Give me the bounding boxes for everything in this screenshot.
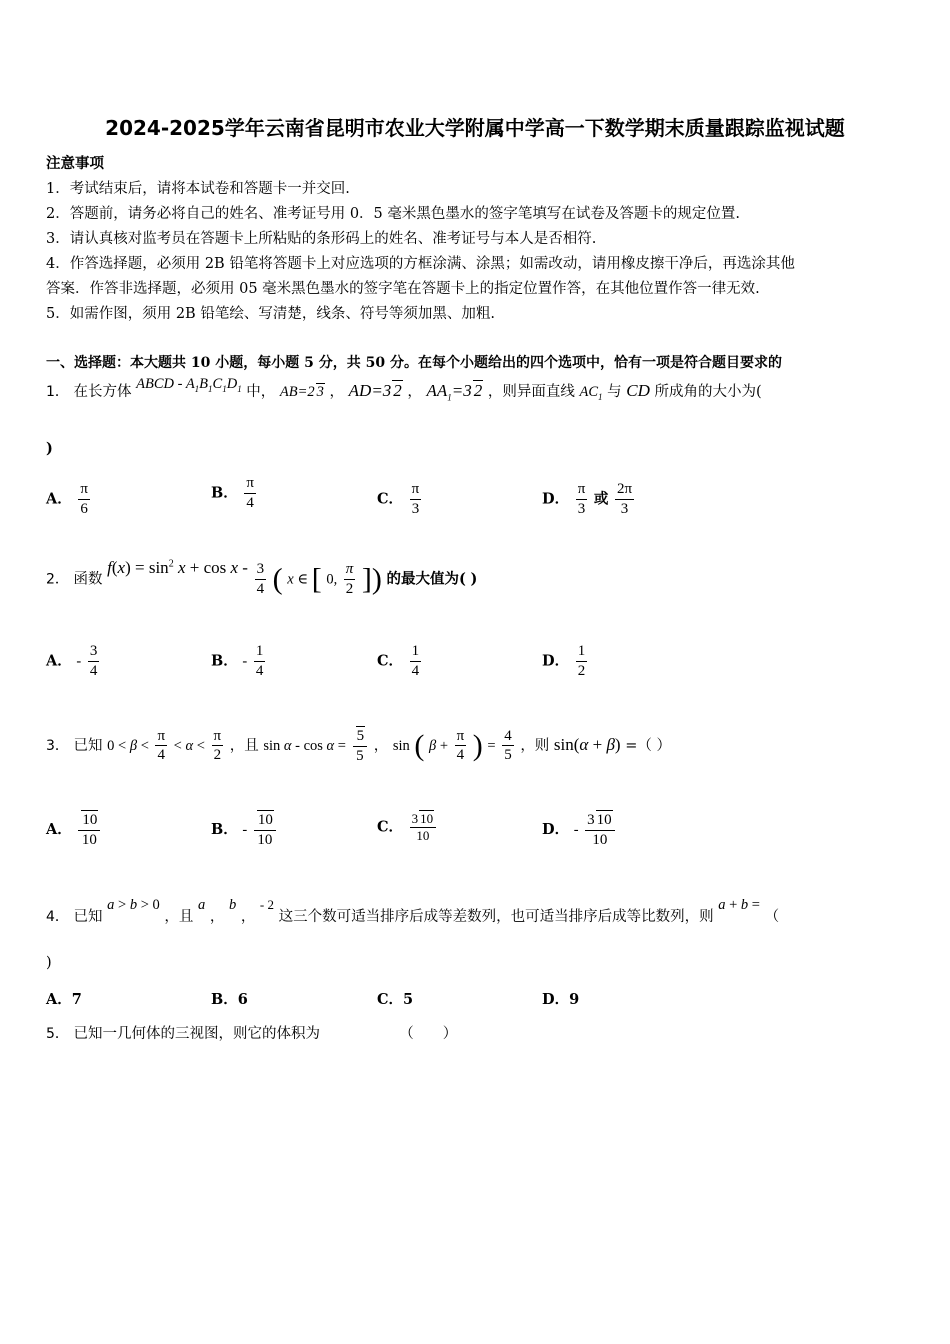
question-text: ，: [407, 384, 422, 400]
question-2: [46, 560, 906, 599]
math-expression: < α <: [173, 737, 205, 754]
option-label: D．: [542, 820, 570, 838]
question-number: 4．: [46, 909, 69, 925]
option-label: D．: [542, 652, 570, 670]
math-expression: a > b > 0: [107, 897, 160, 913]
math-expression: $\frac{10}{10}$: [78, 810, 100, 850]
section-heading: 一、选择题：本大题共 10 小题，每小题 5 分，共 50 分。在每个小题给出的四个选项中，恰有一项是符合题目要求的: [46, 355, 782, 371]
question-number: 1．: [46, 384, 69, 400]
question-text: 已知: [73, 909, 103, 925]
question-text: 在长方体: [73, 384, 132, 400]
q2-option-b: [211, 642, 267, 681]
math-paren: ]): [361, 562, 382, 596]
math-expression: $\frac{\pi}{6}$: [80, 481, 88, 517]
math-expression: $\frac{1}{2}$: [577, 643, 586, 679]
q1-option-a: [46, 480, 92, 519]
question-text: 的最大值为(: [386, 570, 466, 588]
math-expression: -: [242, 821, 248, 838]
question-text: 与: [607, 384, 622, 400]
math-expression: AB=2 3: [279, 384, 324, 400]
math-expression: $\frac{\pi}{4}$: [456, 727, 465, 764]
question-text: ）: [656, 737, 671, 754]
notice-item-4: 4．作答选择题，必须用 2B 铅笔将答题卡上对应选项的方框涂满、涂黑；如需改动，请用橡皮擦干净后，再选涂其他: [46, 256, 795, 272]
option-label: B．: [211, 820, 238, 838]
math-expression: sin(α + β): [553, 734, 621, 754]
question-text: 这三个数可适当排序后成等差数列，也可适当排序后成等比数列，则: [278, 909, 714, 925]
math-expression: $\frac{\pi}{4}$: [246, 475, 254, 511]
question-1-close: ): [46, 440, 53, 457]
q2-option-c: [377, 642, 423, 681]
math-expression: $\frac{10}{10}$: [254, 810, 276, 850]
math-expression: $\frac{\pi}{4}$: [157, 727, 166, 764]
math-expression: $\frac{1}{4}$: [411, 643, 420, 679]
math-expression: sin α - cos α =: [263, 737, 346, 754]
math-expression: sin: [392, 737, 410, 754]
math-expression: CD: [626, 381, 650, 400]
math-paren: (: [414, 728, 425, 762]
question-text: ，则: [520, 737, 550, 754]
q2-option-d: [542, 642, 589, 681]
question-text: ，: [240, 909, 256, 925]
q3-option-c: [377, 810, 438, 845]
math-expression: $AC_1$: [579, 384, 603, 402]
question-text: ，且: [229, 737, 259, 754]
math-expression: x ∈: [287, 571, 312, 588]
math-expression: $\frac{\pi}{3}$: [411, 481, 420, 517]
math-expression: $\frac{2\pi}{3}$: [616, 481, 633, 517]
q1-option-c: [377, 480, 423, 519]
math-expression: $\frac{3 10}{10}$: [585, 810, 615, 850]
question-text: ，: [329, 384, 345, 400]
question-number: 2．: [46, 571, 69, 588]
math-expression: $\frac{3 10}{10}$: [410, 810, 437, 845]
q4-option-b: B．6: [211, 991, 248, 1008]
math-paren: [: [311, 562, 322, 596]
math-expression: $\frac{3}{4}$: [89, 643, 98, 679]
notice-heading: 注意事项: [46, 155, 104, 172]
question-4: [46, 897, 906, 926]
math-expression: ABCD - $A_1B_1C_1D_1$: [136, 376, 242, 394]
math-expression: $\frac{\pi}{2}$: [213, 727, 222, 764]
math-expression: -: [573, 821, 579, 838]
math-expression: - 2: [259, 897, 275, 912]
math-expression: =: [487, 737, 496, 754]
question-text: 函数: [73, 571, 103, 588]
option-label: B．: [211, 652, 238, 670]
question-4-close: ): [46, 955, 52, 971]
option-label: B．: [211, 484, 238, 502]
q3-option-b: [211, 810, 278, 850]
option-label: C．: [377, 490, 404, 508]
math-expression: a: [197, 897, 206, 913]
option-label: A．: [46, 652, 72, 670]
math-expression: $AA_1=3$ 2: [426, 381, 483, 403]
q4-option-a: A．7: [46, 991, 82, 1008]
math-expression: -: [242, 653, 248, 670]
question-5: [46, 1022, 906, 1043]
question-3: [46, 726, 906, 766]
option-label: C．: [377, 818, 404, 836]
math-expression: $\frac{5}{5}$: [353, 726, 368, 766]
question-text: ，且: [164, 909, 194, 925]
question-number: 5．: [46, 1026, 69, 1042]
notice-item-3: 3．请认真核对监考员在答题卡上所粘贴的条形码上的姓名、准考证号与本人是否相符.: [46, 231, 597, 247]
question-text: 已知: [73, 737, 103, 754]
question-text: （: [764, 909, 780, 925]
math-expression: a + b =: [718, 897, 760, 913]
notice-item-1: 1．考试结束后，请将本试卷和答题卡一并交回.: [46, 181, 350, 197]
math-expression: $\frac{\pi}{2}$: [345, 561, 354, 597]
question-text: =（: [625, 737, 652, 754]
math-expression: $\frac{\pi}{3}$: [577, 481, 586, 517]
math-expression: β +: [428, 737, 448, 754]
q1-option-b: [211, 474, 258, 513]
q3-option-a: [46, 810, 102, 850]
math-expression: 0 < β <: [107, 737, 149, 754]
notice-item-2: 2．答题前，请务必将自己的姓名、准考证号用 0．5 毫米黑色墨水的签字笔填写在试卷及答题卡的规定位置.: [46, 206, 740, 222]
question-text: （ ）: [399, 1026, 458, 1042]
notice-item-4-cont: 答案．作答非选择题，必须用 05 毫米黑色墨水的签字笔在答题卡上的指定位置作答，在其他位置作答一律无效.: [46, 281, 760, 297]
math-expression: $f(x) = \sin^2 x + \cos x$ -: [107, 558, 248, 578]
math-expression: $\frac{3}{4}$: [256, 561, 265, 597]
option-connector: 或: [593, 490, 609, 508]
math-paren: (: [272, 562, 283, 596]
exam-title: 2024-2025学年云南省昆明市农业大学附属中学高一下数学期末质量跟踪监视试题: [105, 116, 845, 140]
question-text: ，: [209, 909, 225, 925]
q4-option-c: C．5: [377, 991, 414, 1008]
math-expression: -: [76, 653, 82, 670]
question-text: ，: [373, 737, 389, 754]
q2-option-a: [46, 642, 101, 681]
question-text: 已知一几何体的三视图，则它的体积为: [73, 1026, 321, 1042]
option-label: A．: [46, 490, 72, 508]
question-number: 3．: [46, 737, 69, 754]
question-text: 中，: [246, 384, 276, 400]
q3-option-d: [542, 810, 617, 850]
option-label: C．: [377, 652, 404, 670]
option-label: A．: [46, 820, 72, 838]
question-text: ，则异面直线: [487, 384, 575, 400]
math-expression: $\frac{1}{4}$: [255, 643, 264, 679]
math-expression: AD=3 2: [348, 381, 402, 400]
math-paren: ): [472, 728, 483, 762]
q4-option-d: D．9: [542, 991, 580, 1008]
question-1: [46, 376, 906, 403]
question-text: 所成角的大小为(: [654, 384, 762, 400]
option-label: D．: [542, 490, 570, 508]
math-expression: 0,: [326, 571, 338, 588]
notice-item-5: 5．如需作图，须用 2B 铅笔绘、写清楚，线条、符号等须加黑、加粗.: [46, 306, 495, 322]
math-expression: b: [228, 897, 237, 913]
math-expression: $\frac{4}{5}$: [504, 727, 512, 764]
question-text: ): [470, 570, 478, 588]
q1-option-d: [542, 480, 636, 519]
